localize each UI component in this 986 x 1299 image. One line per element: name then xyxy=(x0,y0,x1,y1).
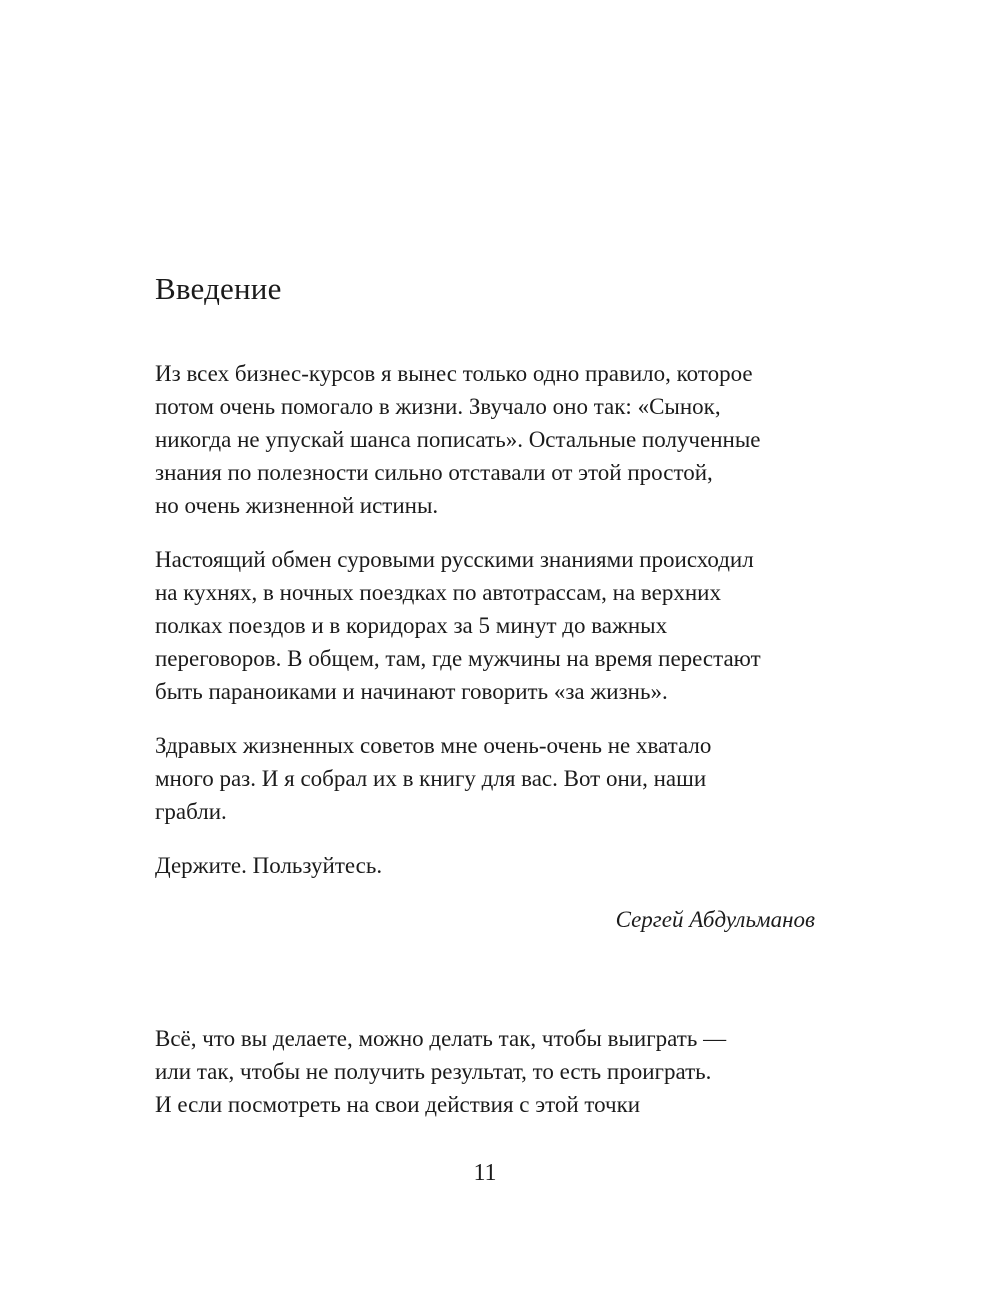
text-line: Всё, что вы делаете, можно делать так, чтобы выиграть — xyxy=(155,1026,727,1051)
paragraph xyxy=(155,1022,815,1121)
paragraph xyxy=(155,357,815,522)
page-number: 11 xyxy=(473,1160,497,1186)
text-line: на кухнях, в ночных поездках по автотрассам, на верхних xyxy=(155,580,721,605)
text-line: И если посмотреть на свои действия с этой точки xyxy=(155,1092,641,1117)
text-line: никогда не упускай шанса пописать». Остальные полученные xyxy=(155,427,761,452)
text-line: переговоров. В общем, там, где мужчины на время перестают xyxy=(155,646,761,671)
paragraph xyxy=(155,543,815,708)
text-line: много раз. И я собрал их в книгу для вас. Вот они, наши xyxy=(155,766,707,791)
text-line: Здравых жизненных советов мне очень-очень не хватало xyxy=(155,733,712,758)
text-line: но очень жизненной истины. xyxy=(155,493,439,518)
chapter-title: Введение xyxy=(155,271,282,306)
page-content xyxy=(155,0,815,1187)
paragraph xyxy=(155,729,815,828)
text-line: потом очень помогало в жизни. Звучало оно так: «Сынок, xyxy=(155,394,721,419)
author-signature: Сергей Абдульманов xyxy=(615,907,815,932)
text-line: Настоящий обмен суровыми русскими знаниями происходил xyxy=(155,547,754,572)
text-line: полках поездов и в коридорах за 5 минут до важных xyxy=(155,613,668,638)
text-line: или так, чтобы не получить результат, то есть проиграть. xyxy=(155,1059,712,1084)
text-line: быть параноиками и начинают говорить «за жизнь». xyxy=(155,679,668,704)
text-line: грабли. xyxy=(155,799,227,824)
text-line: знания по полезности сильно отставали от этой простой, xyxy=(155,460,713,485)
text-line: Из всех бизнес-курсов я вынес только одно правило, которое xyxy=(155,361,753,386)
paragraph xyxy=(155,849,815,882)
text-line: Держите. Пользуйтесь. xyxy=(155,853,383,878)
